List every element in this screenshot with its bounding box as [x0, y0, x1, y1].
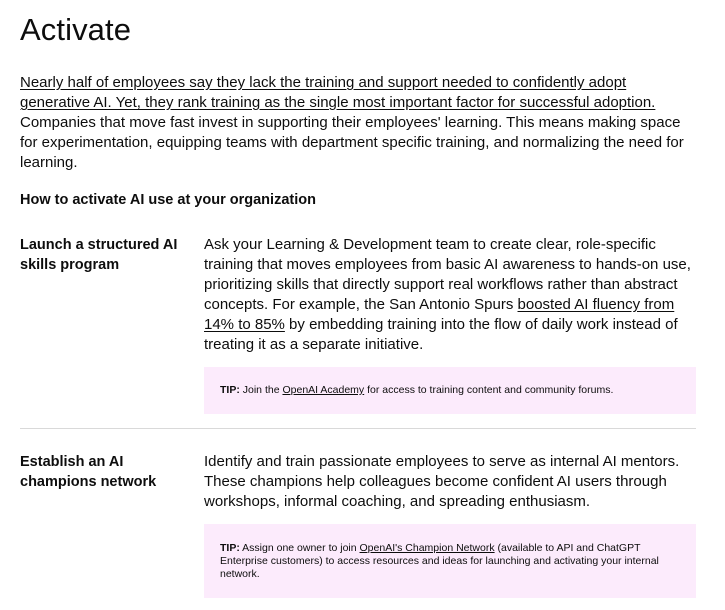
- section-body-text: Ask your Learning & Development team to create clear, role-specific training that moves employees from basic AI awareness to hands-on use, prioritizing skills that directly support real workflows rather than abstract concepts. For example, the San Antonio Spurs: [204, 236, 691, 313]
- tip-label: TIP:: [220, 384, 240, 396]
- tip-text: TIP: Assign one owner to join OpenAI's Champion Network (available to API and ChatGPT Enterprise customers) to access resources and ideas for launching and activating your internal network.: [220, 541, 659, 580]
- section-title-champions-network: Establish an AI champions network: [20, 454, 157, 490]
- intro-research-link[interactable]: Nearly half of employees say they lack the training and support needed to confidently adopt generative AI. Yet, they rank training as the single most important factor for successful adoption.: [20, 74, 656, 111]
- section-divider: [20, 428, 696, 429]
- tip-box-academy: [204, 367, 696, 414]
- openai-academy-link[interactable]: OpenAI Academy: [282, 384, 365, 396]
- intro-text: Companies that move fast invest in supporting their employees' learning. This means making space for experimentation, equipping teams with department specific training, and normalizing the need for learning.: [20, 114, 684, 171]
- section-title-skills-program: Launch a structured AI skills program: [20, 237, 178, 273]
- intro-paragraph: [20, 73, 696, 173]
- spurs-case-study-link[interactable]: boosted AI fluency from 14% to 85%: [204, 296, 675, 333]
- champion-network-link[interactable]: OpenAI's Champion Network: [359, 541, 495, 554]
- tip-label: TIP:: [220, 541, 240, 554]
- section-body-champions-network: Identify and train passionate employees to serve as internal AI mentors. These champions help colleagues become confident AI users through workshops, informal coaching, and spreading enthusiasm.: [204, 453, 680, 510]
- tip-box-champion-network: [204, 524, 696, 598]
- section-subheading: How to activate AI use at your organization: [20, 192, 316, 208]
- page-title: Activate: [20, 12, 132, 47]
- tip-text: TIP: Join the OpenAI Academy for access to training content and community forums.: [220, 384, 614, 396]
- section-body-skills-program: [204, 235, 696, 355]
- section-body-text: by embedding training into the flow of daily work instead of treating it as a separate initiative.: [204, 316, 678, 353]
